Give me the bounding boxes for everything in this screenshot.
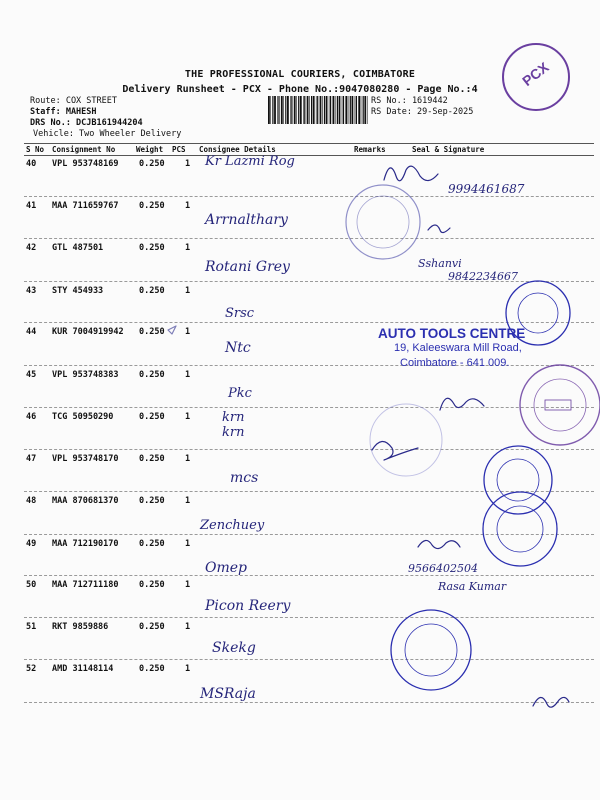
barcode-bar — [330, 96, 331, 124]
barcode-bar — [348, 96, 349, 124]
stamp-auto-tools-city: Coimbatore - 641 009. — [400, 357, 510, 369]
table-row: 40 VPL 953748169 0.250 1 — [26, 159, 191, 169]
meta-right — [371, 96, 473, 118]
handwriting-r43: Srsc — [225, 306, 255, 321]
table-row: 45 VPL 953748383 0.250 1 — [26, 370, 191, 380]
barcode-bar — [290, 96, 291, 124]
barcode-bar — [345, 96, 347, 124]
barcode-bar — [304, 96, 305, 124]
staff-label: Staff: MAHESH — [30, 107, 97, 117]
barcode-bar — [303, 96, 304, 124]
handwriting-phone1: 9994461687 — [448, 182, 525, 196]
handwriting-phone2: 9842234667 — [448, 270, 518, 283]
route-label: Route: COX STREET — [30, 96, 117, 106]
col-remarks: Remarks — [354, 145, 386, 154]
row-divider — [24, 702, 594, 703]
barcode-bar — [291, 96, 292, 124]
handwriting-r49: Omep — [205, 560, 247, 576]
table-row: 42 GTL 487501 0.250 1 — [26, 243, 191, 253]
row-divider — [24, 491, 594, 492]
handwriting-r48: Zenchuey — [200, 518, 265, 533]
barcode-bar — [361, 96, 362, 124]
row-divider — [24, 196, 594, 197]
barcode-bar — [350, 96, 351, 124]
barcode-bar — [307, 96, 309, 124]
barcode-bar — [324, 96, 325, 124]
row-divider — [24, 617, 594, 618]
handwriting-r52: MSRaja — [200, 686, 256, 702]
barcode-bar — [322, 96, 323, 124]
barcode-bar — [268, 96, 270, 124]
barcode-bar — [342, 96, 343, 124]
barcode-bar — [281, 96, 283, 124]
barcode-bar — [337, 96, 338, 124]
col-pcs: PCS — [172, 145, 186, 154]
barcode-bar — [309, 96, 310, 124]
header-rule-top — [24, 143, 594, 144]
col-seal: Seal & Signature — [412, 145, 485, 154]
table-row: 50 MAA 712711180 0.250 1 — [26, 580, 191, 590]
row-divider — [24, 449, 594, 450]
handwriting-name2: Rasa Kumar — [438, 580, 507, 593]
row-divider — [24, 659, 594, 660]
row-divider — [24, 575, 594, 576]
rs-date: RS Date: 29-Sep-2025 — [371, 107, 474, 117]
barcode-bar — [368, 96, 369, 124]
barcode-bar — [287, 96, 289, 124]
barcode-bar — [339, 96, 341, 124]
table-row: 52 AMD 31148114 0.250 1 — [26, 664, 191, 674]
table-row: 47 VPL 953748170 0.250 1 — [26, 454, 191, 464]
table-row: 49 MAA 712190170 0.250 1 — [26, 539, 191, 549]
table-header — [24, 145, 594, 155]
barcode-bar — [296, 96, 297, 124]
barcode-bar — [300, 96, 302, 124]
table-row: 48 MAA 870681370 0.250 1 — [26, 496, 191, 506]
barcode-bar — [329, 96, 330, 124]
col-consignee: Consignee Details — [199, 145, 276, 154]
barcode-bar — [316, 96, 317, 124]
barcode-bar — [358, 96, 360, 124]
runsheet-title: Delivery Runsheet - PCX - Phone No.:9047080280 - Page No.:4 — [122, 84, 478, 95]
table-row: 44 KUR 7004919942 0.250 1 — [26, 327, 191, 337]
barcode-bar — [277, 96, 278, 124]
barcode-bar — [298, 96, 299, 124]
barcode-bar — [283, 96, 284, 124]
rs-number: RS No.: 1619442 — [371, 96, 448, 106]
barcode-bar — [333, 96, 335, 124]
meta-left — [30, 96, 181, 140]
handwriting-r42: Rotani Grey — [205, 259, 290, 275]
row-divider — [24, 407, 594, 408]
header-rule-bottom — [24, 155, 594, 156]
barcode-bar — [270, 96, 271, 124]
barcode-bar — [317, 96, 318, 124]
barcode-bar — [294, 96, 296, 124]
table-row: 51 RKT 9859886 0.250 1 — [26, 622, 191, 632]
stamp-auto-tools-name: AUTO TOOLS CENTRE — [378, 326, 526, 341]
row-divider — [24, 238, 594, 239]
barcode-bar — [352, 96, 354, 124]
table-row: 46 TCG 50950290 0.250 1 — [26, 412, 191, 422]
handwriting-r51: Skekg — [212, 640, 256, 656]
barcode-bar — [364, 96, 366, 124]
col-consignment: Consignment No — [52, 145, 116, 154]
col-sno: S No — [26, 145, 45, 154]
signature-r45 — [440, 398, 484, 410]
barcode-bar — [356, 96, 357, 124]
barcode-bar — [326, 96, 328, 124]
col-weight: Weight — [136, 145, 164, 154]
handwriting-r41: Arrnalthary — [205, 212, 288, 228]
barcode-bar — [311, 96, 312, 124]
vehicle-label: Vehicle: Two Wheeler Delivery — [33, 129, 182, 139]
handwriting-r46: krn krn — [222, 410, 245, 440]
company-title: THE PROFESSIONAL COURIERS, COIMBATORE — [184, 69, 416, 80]
row-divider — [24, 322, 594, 323]
barcode-bar — [363, 96, 364, 124]
barcode-bar — [285, 96, 286, 124]
handwriting-r45: Pkc — [228, 386, 252, 401]
stamp-pcx-text: PCX — [519, 58, 552, 90]
drs-label: DRS No.: DCJB161944204 — [30, 118, 143, 128]
handwriting-phone3: 9566402504 — [408, 562, 478, 575]
handwriting-name1: Sshanvi — [418, 257, 462, 270]
signature-r41 — [428, 225, 450, 233]
handwriting-r47: mcs — [230, 470, 259, 486]
handwriting-r40: Kr Lazmi Rog — [205, 154, 295, 169]
barcode-bar — [355, 96, 356, 124]
stamp-auto-tools-address: 19, Kaleeswara Mill Road, — [394, 342, 522, 354]
barcode-bar — [335, 96, 336, 124]
handwriting-r50: Picon Reery — [205, 598, 291, 614]
barcode-bar — [274, 96, 276, 124]
handwriting-r44: Ntc — [225, 340, 251, 356]
barcode-image — [268, 96, 368, 124]
barcode-bar — [272, 96, 273, 124]
barcode-bar — [343, 96, 344, 124]
table-row: 41 MAA 711659767 0.250 1 — [26, 201, 191, 211]
barcode-bar — [313, 96, 315, 124]
table-row: 43 STY 454933 0.250 1 — [26, 286, 191, 296]
barcode-bar — [278, 96, 279, 124]
row-divider — [24, 534, 594, 535]
barcode-bar — [320, 96, 322, 124]
